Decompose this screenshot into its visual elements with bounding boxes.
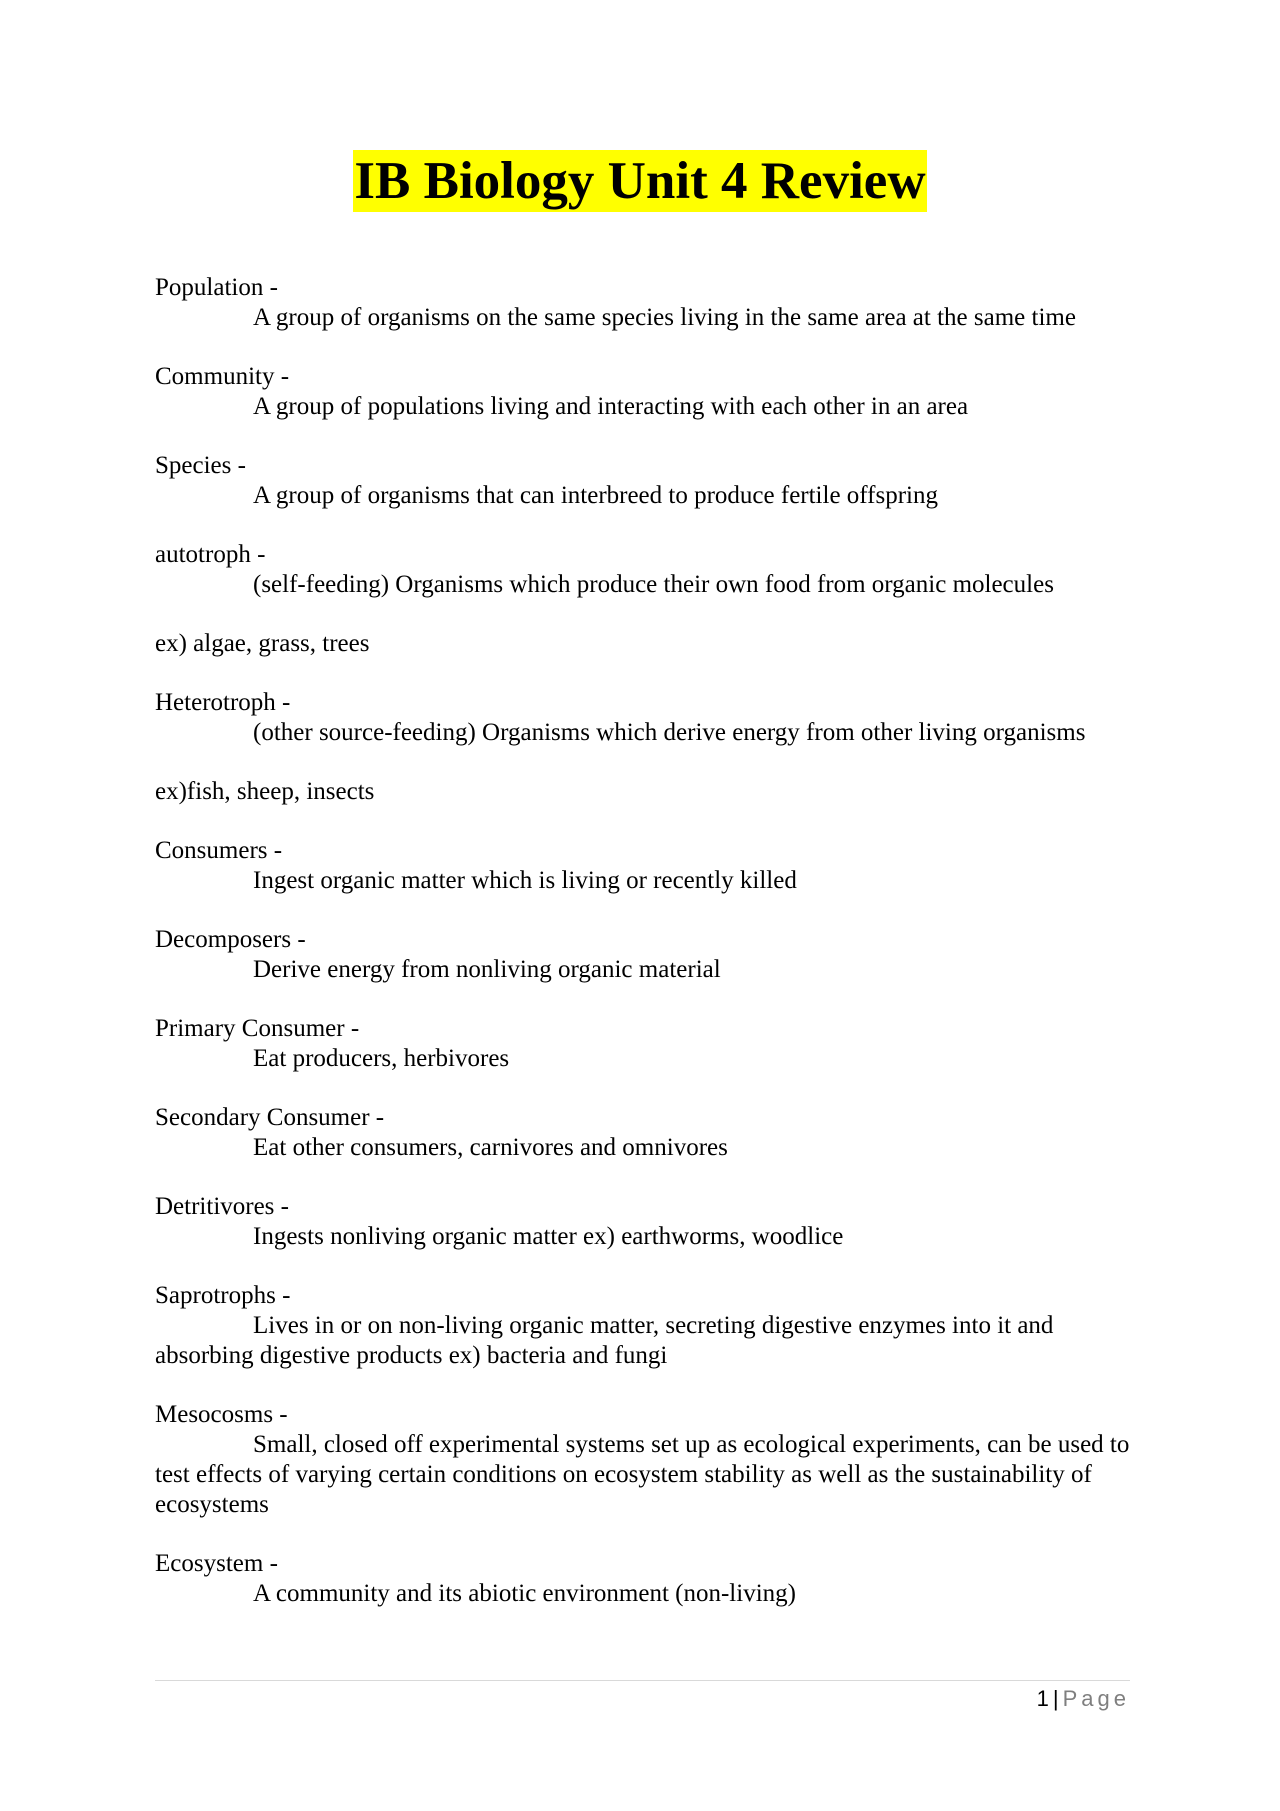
term-label: Saprotrophs - xyxy=(155,1282,291,1309)
glossary-list xyxy=(155,273,1130,1638)
example-text: ex)fish, sheep, insects xyxy=(155,778,375,805)
term-label: Species - xyxy=(155,452,246,479)
term-label: Ecosystem - xyxy=(155,1550,278,1577)
term-definition: A group of populations living and interacting with each other in an area xyxy=(253,393,969,420)
term-label: autotroph - xyxy=(155,541,266,568)
example-note xyxy=(155,777,1130,807)
term-definition: A group of organisms that can interbreed to produce fertile offspring xyxy=(253,482,938,509)
term-definition: A community and its abiotic environment (non-living) xyxy=(253,1580,796,1607)
glossary-entry xyxy=(155,925,1130,985)
term-definition: Small, closed off experimental systems set up as ecological experiments, can be used to test effects of varying certain conditions on ecosystem stability as well as the sustainability of ecosystems xyxy=(155,1431,1130,1518)
term-label: Heterotroph - xyxy=(155,689,291,716)
glossary-entry xyxy=(155,1549,1130,1609)
term-label: Community - xyxy=(155,363,290,390)
glossary-entry xyxy=(155,273,1130,333)
glossary-entry xyxy=(155,451,1130,511)
term-label: Mesocosms - xyxy=(155,1401,288,1428)
glossary-entry xyxy=(155,1281,1130,1371)
example-note xyxy=(155,629,1130,659)
term-definition: Ingest organic matter which is living or recently killed xyxy=(253,867,797,894)
document-title: IB Biology Unit 4 Review xyxy=(354,152,926,210)
glossary-entry xyxy=(155,1192,1130,1252)
glossary-entry xyxy=(155,540,1130,600)
term-definition: (self-feeding) Organisms which produce their own food from organic molecules xyxy=(253,571,1054,598)
page-number xyxy=(1037,1684,1130,1714)
footer-divider xyxy=(155,1680,1130,1681)
term-label: Decomposers - xyxy=(155,926,306,953)
glossary-entry xyxy=(155,836,1130,896)
glossary-entry xyxy=(155,362,1130,422)
example-text: ex) algae, grass, trees xyxy=(155,630,370,657)
page-number-separator: | xyxy=(1052,1686,1059,1711)
term-definition: A group of organisms on the same species living in the same area at the same time xyxy=(253,304,1076,331)
page-label: Page xyxy=(1062,1686,1130,1711)
title-container xyxy=(0,150,1280,212)
term-label: Secondary Consumer - xyxy=(155,1104,385,1131)
term-definition: Lives in or on non-living organic matter, secreting digestive enzymes into it and absorbing digestive products ex) bacteria and fungi xyxy=(155,1312,1054,1369)
term-label: Consumers - xyxy=(155,837,283,864)
term-definition: Derive energy from nonliving organic material xyxy=(253,956,721,983)
term-definition: (other source-feeding) Organisms which derive energy from other living organisms xyxy=(253,719,1086,746)
page-number-value: 1 xyxy=(1036,1686,1049,1711)
term-label: Detritivores - xyxy=(155,1193,289,1220)
term-label: Population - xyxy=(155,274,278,301)
glossary-entry xyxy=(155,1014,1130,1074)
term-definition: Eat other consumers, carnivores and omnivores xyxy=(253,1134,728,1161)
term-definition: Eat producers, herbivores xyxy=(253,1045,510,1072)
glossary-entry xyxy=(155,688,1130,748)
term-definition: Ingests nonliving organic matter ex) earthworms, woodlice xyxy=(253,1223,844,1250)
glossary-entry xyxy=(155,1103,1130,1163)
glossary-entry xyxy=(155,1400,1130,1520)
term-label: Primary Consumer - xyxy=(155,1015,360,1042)
